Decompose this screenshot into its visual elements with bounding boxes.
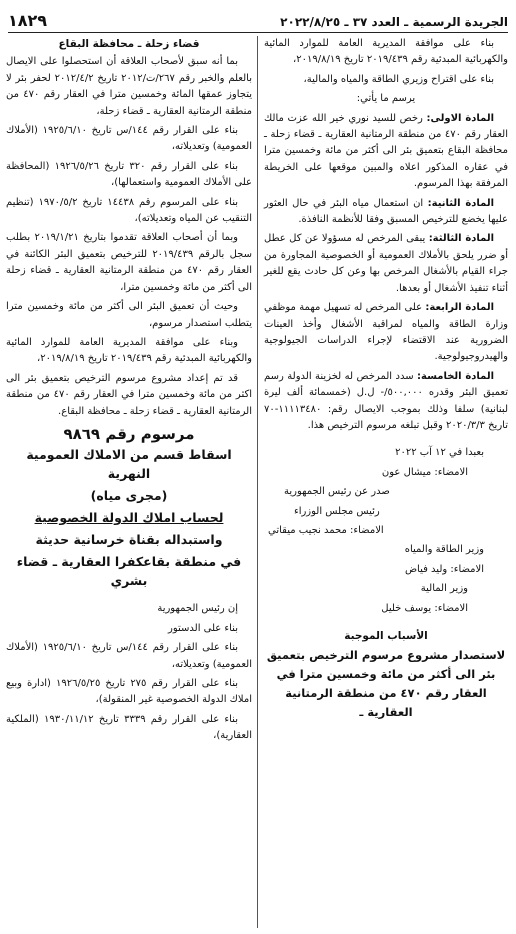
reasons-text: لاستصدار مشروع مرسوم الترخيص بتعميق بئر الى أكثر من مائة وخمسين مترا في العقار رقم ٤٧٠ من منطقة الرمتانية العقارية ـ xyxy=(266,648,506,720)
pm-signature: الامضاء: محمد نجيب ميقاتي xyxy=(268,524,384,536)
paragraph: بناء على المرسوم رقم ١٤٤٣٨ تاريخ ١٩٧٠/٥/٢ (تنظيم التنقيب عن المياه وتعديلاته)، xyxy=(6,196,252,225)
article-2 xyxy=(264,196,508,229)
decree-title: لحساب املاك الدولة الخصوصية xyxy=(34,510,224,526)
article-text: سدد المرخص له لخزينة الدولة رسم تعميق البئر وقدره ٥٠٠,٠٠٠/- ل.ل (خمسمائة ألف ليرة لبنانية) سلفا وذلك بموجب الايصال رقم: ١١١١٣٤٨٠-٧٠ تاريخ ٢٠٢٠/٣/٣ وقبل تبلغه مرسوم الترخيص هذا. xyxy=(264,370,508,431)
decree-number: مرسوم رقم ٩٨٦٩ xyxy=(63,424,195,443)
article-text: رخص للسيد نوري خير الله عزت مالك العقار رقم ٤٧٠ من منطقة الرمتانية العقارية ـ قضاء زحلة ـ محافظة البقاع بتعميق بئر الى أكثر من مائة وخمسين مترا في عقاره المذكور اعلاه والمبين موقعها على الخريطة المرفقة بهذا المرسوم. xyxy=(264,112,508,190)
left-column xyxy=(6,36,252,748)
article-1 xyxy=(264,111,508,193)
decree-title: اسقاط قسم من الاملاك العمومية النهرية xyxy=(26,447,232,482)
location-title: قضاء زحلة ـ محافظة البقاع xyxy=(58,38,200,50)
article-label: المادة الرابعة: xyxy=(425,302,495,314)
energy-minister-title: وزير الطاقة والمياه xyxy=(404,544,484,556)
article-label: المادة الاولى: xyxy=(426,112,495,124)
pm-title: رئيس مجلس الوزراء xyxy=(294,505,380,517)
article-3 xyxy=(264,231,508,297)
reasons-heading: الأسباب الموجبة xyxy=(344,630,428,642)
president-signature: الامضاء: ميشال عون xyxy=(381,466,468,478)
paragraph: وبناء على موافقة المديرية العامة للموارد المائية والكهربائية المبدئية رقم ٢٠١٩/٤٣٩ تاريخ ٢٠١٩/٨/١٩، xyxy=(6,336,252,365)
page-header xyxy=(8,6,508,33)
paragraph: وبما أن أصحاب العلاقة تقدموا بتاريخ ٢٠١٩/١/٢١ بطلب سجل بالرقم ٢٠١٩/٤٣٩ للترخيص بتعميق البئر الكائنة في العقار رقم ٤٧٠ من منطقة الرمتانية العقارية ـ قضاء زحلة الى أكثر من مائة وخمسين مترا، xyxy=(6,232,252,293)
article-label: المادة الثالثة: xyxy=(428,233,494,245)
energy-minister-signature: الامضاء: وليد فياض xyxy=(404,563,484,575)
constitution-line: بناء على الدستور xyxy=(168,622,238,634)
intro-paragraph: بناء على موافقة المديرية العامة للموارد المائية والكهربائية المبدئية رقم ٢٠١٩/٤٣٩ تاريخ ٢٠١٩/٨/١٩، xyxy=(264,38,508,66)
article-label: المادة الثانية: xyxy=(427,197,495,209)
decree-title: في منطقة بقاعكفرا العقارية ـ قضاء بشري xyxy=(16,554,242,589)
gazette-title: الجريدة الرسمية ـ العدد ٣٧ ـ ٢٠٢٢/٨/٢٥ xyxy=(280,15,508,29)
issued-by: صدر عن رئيس الجمهورية xyxy=(284,486,390,498)
article-text: على المرخص له تسهيل مهمة موظفي وزارة الطاقة والمياه لمراقبة الأشغال وأخذ العينات الضرورية عند الاقتضاء لإجراء الدراسات الجيولوجية والهيدروجيولوجية. xyxy=(264,302,508,363)
column-divider xyxy=(257,36,258,928)
paragraph: بناء على القرار رقم ٣٣٣٩ تاريخ ١٩٣٠/١١/١٢ (الملكية العقارية)، xyxy=(6,713,252,742)
paragraph: وحيث أن تعميق البئر الى أكثر من مائة وخمسين مترا يتطلب استصدار مرسوم، xyxy=(6,301,252,329)
finance-minister-title: وزير المالية xyxy=(420,583,468,595)
paragraph: بناء على القرار رقم ١٤٤/س تاريخ ١٩٢٥/٦/١٠ (الأملاك العمومية) وتعديلاته، xyxy=(6,642,252,670)
paragraph: بناء على القرار رقم ١٤٤/س تاريخ ١٩٢٥/٦/١٠ (الأملاك العمومية) وتعديلاته، xyxy=(6,125,252,153)
article-5 xyxy=(264,369,508,435)
article-4 xyxy=(264,300,508,366)
paragraph: بناء على القرار رقم ٣٢٠ تاريخ ١٩٢٦/٥/٢٦ (المحافظة على الأملاك العمومية واستعمالها)، xyxy=(6,160,252,189)
article-label: المادة الخامسة: xyxy=(417,370,495,382)
article-text: يبقى المرخص له مسؤولا عن كل عطل أو ضرر يلحق بالأملاك العمومية أو الخصوصية المجاورة من جراء القيام بالأشغال المرخص بها وعن كل حادث يقع للغير أثناء تنفيذ الأشغال أو بعدها. xyxy=(264,233,508,294)
paragraph: بناء على القرار رقم ٢٧٥ تاريخ ١٩٢٦/٥/٢٥ (ادارة وبيع املاك الدولة الخصوصية غير المنقولة)، xyxy=(6,677,252,706)
article-text: ان استعمال مياه البئر في حال العثور عليها يخضع للترخيص المسبق وفقا للأنظمة النافذة. xyxy=(264,197,508,226)
intro-paragraph: بناء على اقتراح وزيري الطاقة والمياه والمالية، xyxy=(303,73,494,85)
page-number: ١٨٢٩ xyxy=(8,11,48,30)
decree-title: واستبداله بقناة خرسانية حديثة xyxy=(35,532,223,548)
paragraph: قد تم إعداد مشروع مرسوم الترخيص بتعميق بئر الى اكثر من مائة وخمسين مترا في العقار رقم ٤٧٠ من منطقة الرمتانية العقارية ـ قضاء زحلة ـ محافظة البقاع. xyxy=(6,372,253,417)
right-column xyxy=(264,36,508,725)
decree-title: (مجرى مياه) xyxy=(90,488,168,504)
president-line: إن رئيس الجمهورية xyxy=(157,603,238,615)
decrees-line: يرسم ما يأتي: xyxy=(356,93,416,105)
finance-minister-signature: الامضاء: يوسف خليل xyxy=(381,602,468,614)
signing-date: بعبدا في ١٢ آب ٢٠٢٢ xyxy=(395,447,484,459)
paragraph: بما أنه سبق لأصحاب العلاقة أن استحصلوا على الايصال بالعلم والخبر رقم ٢٦٧/ت/٢٠١٢ تاريخ ٢٠١٢/٤/٢ لحفر بئر لا يتجاوز عمقها المائة وخمسين مترا في العقار رقم ٤٧٠ من منطقة الرمتانية العقارية ـ قضاء زحلة، xyxy=(6,56,252,117)
